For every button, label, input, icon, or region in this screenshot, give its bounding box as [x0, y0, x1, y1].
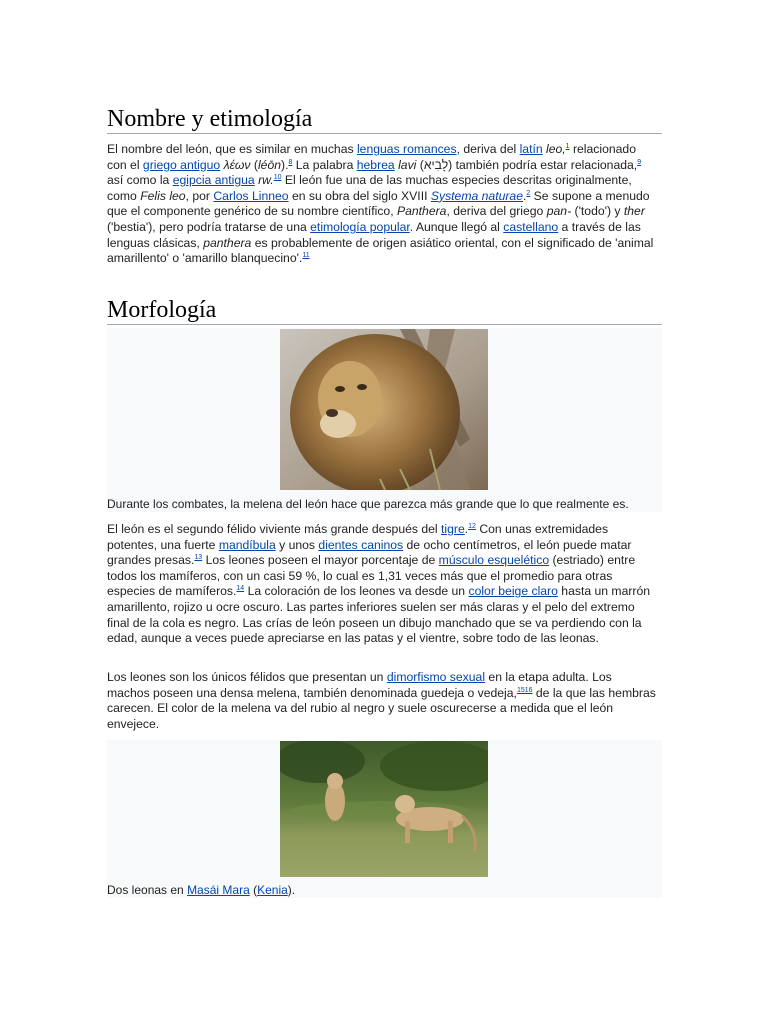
link-musculo-esqueletico[interactable]: músculo esquelético [438, 553, 550, 568]
text: Con unas extremidades potentes, una fuerte [107, 522, 609, 552]
link-tigre[interactable]: tigre [441, 522, 465, 536]
italic-term: Felis leo [140, 188, 186, 203]
text: de ocho centímetros, el león puede matar grandes presas. [107, 537, 632, 568]
paragraph-morfologia-1 [107, 522, 657, 647]
text: ). [281, 157, 289, 172]
figure-lionesses [107, 740, 662, 898]
text: , por [185, 188, 214, 203]
text: relacionado con el [107, 142, 636, 172]
text: de la que las hembras carecen. El color de la melena va del rubio al negro y suele oscurecerse a medida que el león envejece. [107, 685, 656, 731]
text: La palabra [292, 157, 357, 172]
reference-link[interactable]: 8 [288, 158, 293, 166]
text: ). [287, 883, 296, 897]
paragraph-morfologia-2 [107, 670, 657, 732]
link-egipcia-antigua[interactable]: egipcia antigua [172, 173, 255, 188]
reference-link[interactable]: 9 [637, 158, 642, 166]
reference-link[interactable]: 14 [236, 585, 245, 593]
text: . [464, 522, 469, 536]
reference-link[interactable]: 11 [302, 252, 310, 260]
link-carlos-linneo[interactable]: Carlos Linneo [213, 188, 289, 203]
text: es probablemente de origen asiático oriental, con el significado de 'animal amarillento' o 'amarillo blanquecino'. [107, 235, 654, 266]
reference-link[interactable]: 10 [273, 174, 282, 182]
figure-caption: Durante los combates, la melena del león hace que parezca más grande que lo que realmente es. [107, 497, 629, 511]
reference [517, 687, 533, 694]
text: . [523, 188, 527, 203]
lionesses-photo[interactable] [280, 741, 488, 877]
italic-term: lavi [398, 157, 417, 172]
text: El león es el segundo félido viviente más grande después del [107, 522, 442, 536]
section-heading-morfologia: Morfología [107, 297, 662, 325]
italic-term: λέων [223, 157, 251, 172]
link-castellano[interactable]: castellano [503, 219, 559, 234]
reference [302, 252, 309, 259]
reference-link[interactable]: 12 [468, 523, 476, 530]
link-kenia[interactable]: Kenia [257, 883, 288, 897]
italic-term: léōn [257, 157, 282, 172]
text: Los leones son los únicos félidos que presentan un [107, 670, 387, 684]
link-latin[interactable]: latín [519, 142, 543, 156]
text: así como la [107, 173, 173, 188]
italic-term: Panthera [396, 204, 447, 219]
paragraph-etimologia [107, 142, 657, 267]
link-etimologia-popular[interactable]: etimología popular [310, 219, 410, 234]
link-griego-antiguo[interactable]: griego antiguo [142, 157, 221, 172]
italic-term: leo, [546, 142, 566, 156]
italic-term: pan- [546, 204, 572, 219]
link-dientes-caninos[interactable]: dientes caninos [318, 537, 404, 552]
italic-term: panthera [203, 235, 252, 250]
text: , deriva del [456, 142, 520, 156]
figure-lion-male [107, 328, 662, 512]
text: El nombre del león, que es similar en muchas [107, 142, 357, 156]
reference-link[interactable]: 13 [194, 554, 203, 562]
link-dimorfismo-sexual[interactable]: dimorfismo sexual [386, 670, 486, 684]
reference [637, 159, 641, 166]
text: a través de las lenguas clásicas, [107, 219, 641, 250]
text: y unos [275, 537, 319, 552]
link-hebrea[interactable]: hebrea [356, 157, 395, 172]
link-masai-mara[interactable]: Masái Mara [187, 883, 250, 897]
text: , deriva del griego [446, 204, 547, 219]
text: ( [249, 883, 258, 897]
reference-link[interactable]: 1516 [516, 686, 533, 694]
text: Se supone a menudo que el componente genérico de su nombre científico, [107, 188, 650, 219]
text: (estriado) entre todos los mamíferos, con un casi 59 %, lo cual es 1,31 veces más que el promedio para otras especies de mamíferos. [107, 553, 636, 599]
text: ('bestia'), pero podría tratarse de una [107, 219, 311, 234]
reference-link[interactable]: 2 [526, 189, 531, 197]
figure-caption [107, 883, 295, 897]
text: en la etapa adulta. Los machos poseen una densa melena, también denominada guedeja o vedeja, [107, 670, 612, 700]
link-systema-naturae[interactable]: Systema naturae [430, 188, 523, 203]
text: hasta un marrón amarillento, rojizo u ocre oscuro. Las partes inferiores suelen ser más claras y el pelo del extremo final de la cola es negro. Las crías de león poseen un dibujo manchado que se va perdiendo con la edad, aunque a veces puede apreciarse en las patas y el vientre, sobre todo de las leonas. [107, 584, 651, 646]
text: ('todo') y [571, 204, 624, 219]
section-heading-nombre-etimologia: Nombre y etimología [107, 106, 662, 134]
link-lenguas-romances[interactable]: lenguas romances [356, 142, 457, 156]
text: La coloración de los leones va desde un [244, 584, 469, 599]
text: en su obra del siglo XVIII [288, 188, 431, 203]
italic-term: rw. [258, 173, 274, 188]
reference [468, 523, 476, 530]
link-color-beige-claro[interactable]: color beige claro [468, 584, 558, 599]
text: Dos leonas en [107, 883, 188, 897]
text: Los leones poseen el mayor porcentaje de [202, 553, 439, 568]
lion-photo[interactable] [280, 329, 488, 490]
text: (לָבִיא) también podría estar relacionada, [416, 157, 638, 172]
text: ( [250, 157, 258, 172]
text: El león fue una de las muchas especies descritas originalmente, como [107, 173, 632, 203]
italic-term: ther [623, 204, 645, 219]
text: . Aunque llegó al [409, 219, 504, 234]
link-mandibula[interactable]: mandíbula [218, 537, 276, 552]
reference-link[interactable]: 1 [565, 143, 570, 150]
